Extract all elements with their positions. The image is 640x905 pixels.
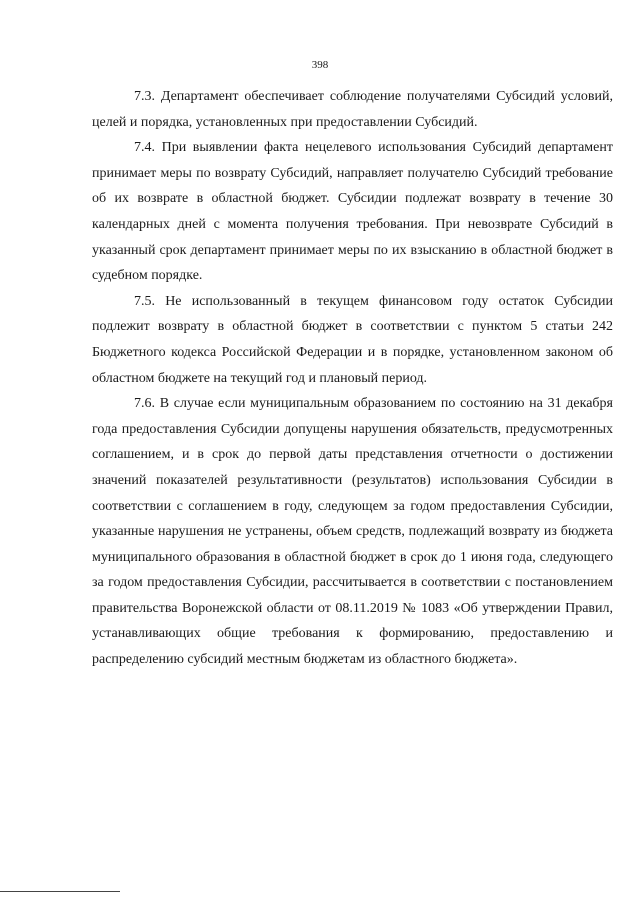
paragraph-7-4: 7.4. При выявлении факта нецелевого использования Субсидий департамент принимает меры по возврату Субсидий, направляет получателю Субсидий требование об их возврате в областной бюджет. Субсидии подлежат возврату в течение 30 календарных дней с момента получения требования. При невозврате Субсидий в указанный срок департамент принимает меры по их взысканию в областной бюджет в судебном порядке.	[92, 140, 613, 284]
footer-divider	[0, 891, 120, 892]
paragraph-7-6: 7.6. В случае если муниципальным образованием по состоянию на 31 декабря года предоставления Субсидии допущены нарушения обязательств, предусмотренных соглашением, и в срок до первой даты представления отчетности о достижении значений показателей результативности (результатов) использования Субсидии в соответствии с соглашением в году, следующем за годом предоставления Субсидии, указанные нарушения не устранены, объем средств, подлежащий возврату из бюджета муниципального образования в областной бюджет в срок до 1 июня года, следующего за годом предоставления Субсидии, рассчитывается в соответствии с постановлением правительства Воронежской области от 08.11.2019 № 1083 «Об утверждении Правил, устанавливающих общие требования к формированию, предоставлению и распределению субсидий местным бюджетам из областного бюджета».	[92, 396, 613, 668]
paragraph-7-5: 7.5. Не использованный в текущем финансовом году остаток Субсидии подлежит возврату в областной бюджет в соответствии с пунктом 5 статьи 242 Бюджетного кодекса Российской Федерации и в порядке, установленном законом об областном бюджете на текущий год и плановый период.	[92, 293, 613, 386]
page-number: 398	[311, 59, 329, 71]
document-body	[92, 84, 613, 673]
paragraph-7-3: 7.3. Департамент обеспечивает соблюдение получателями Субсидий условий, целей и порядка, установленных при предоставлении Субсидий.	[92, 89, 613, 130]
